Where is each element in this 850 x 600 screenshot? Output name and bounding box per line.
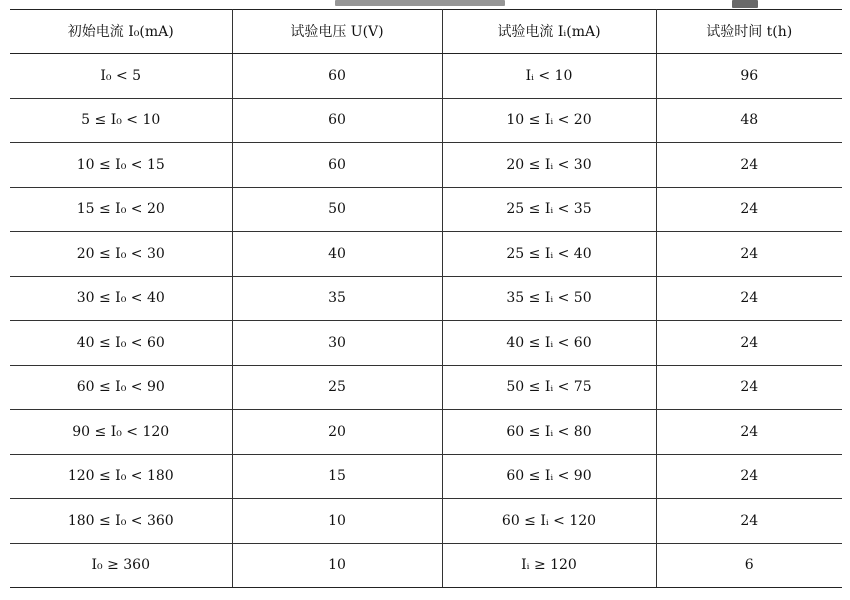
initial-current-cell: 30 ≤ I₀ < 40 xyxy=(10,276,232,321)
test-current-cell: 50 ≤ Iᵢ < 75 xyxy=(442,365,656,410)
test-time-cell: 24 xyxy=(656,454,842,499)
table-row xyxy=(10,276,842,321)
test-current-cell: 35 ≤ Iᵢ < 50 xyxy=(442,276,656,321)
test-voltage-cell: 60 xyxy=(232,98,442,143)
table-row xyxy=(10,543,842,588)
test-current-cell: 25 ≤ Iᵢ < 35 xyxy=(442,187,656,232)
test-time-cell: 24 xyxy=(656,365,842,410)
test-time-cell: 24 xyxy=(656,410,842,455)
header-test-voltage: 试验电压 U(V) xyxy=(232,10,442,54)
test-voltage-cell: 10 xyxy=(232,543,442,588)
test-current-cell: 60 ≤ Iᵢ < 90 xyxy=(442,454,656,499)
test-current-cell: Iᵢ < 10 xyxy=(442,54,656,99)
test-time-cell: 24 xyxy=(656,321,842,366)
test-voltage-cell: 50 xyxy=(232,187,442,232)
test-time-cell: 24 xyxy=(656,499,842,544)
cropped-table-label-mark xyxy=(732,0,758,8)
header-initial-current: 初始电流 I₀(mA) xyxy=(10,10,232,54)
test-current-cell: 60 ≤ Iᵢ < 80 xyxy=(442,410,656,455)
test-voltage-cell: 60 xyxy=(232,143,442,188)
test-time-cell: 96 xyxy=(656,54,842,99)
test-current-cell: Iᵢ ≥ 120 xyxy=(442,543,656,588)
test-time-cell: 6 xyxy=(656,543,842,588)
test-current-cell: 20 ≤ Iᵢ < 30 xyxy=(442,143,656,188)
initial-current-cell: 10 ≤ I₀ < 15 xyxy=(10,143,232,188)
table-row xyxy=(10,98,842,143)
header-test-current: 试验电流 Iᵢ(mA) xyxy=(442,10,656,54)
test-time-cell: 24 xyxy=(656,143,842,188)
initial-current-cell: I₀ ≥ 360 xyxy=(10,543,232,588)
initial-current-cell: I₀ < 5 xyxy=(10,54,232,99)
initial-current-cell: 90 ≤ I₀ < 120 xyxy=(10,410,232,455)
test-current-cell: 60 ≤ Iᵢ < 120 xyxy=(442,499,656,544)
test-parameters-table xyxy=(10,9,842,588)
test-voltage-cell: 40 xyxy=(232,232,442,277)
initial-current-cell: 40 ≤ I₀ < 60 xyxy=(10,321,232,366)
test-voltage-cell: 10 xyxy=(232,499,442,544)
table-header-row xyxy=(10,10,842,54)
test-voltage-cell: 20 xyxy=(232,410,442,455)
test-voltage-cell: 35 xyxy=(232,276,442,321)
table-row xyxy=(10,365,842,410)
test-current-cell: 25 ≤ Iᵢ < 40 xyxy=(442,232,656,277)
test-time-cell: 48 xyxy=(656,98,842,143)
initial-current-cell: 15 ≤ I₀ < 20 xyxy=(10,187,232,232)
cropped-caption-strip xyxy=(335,0,505,6)
initial-current-cell: 20 ≤ I₀ < 30 xyxy=(10,232,232,277)
test-time-cell: 24 xyxy=(656,187,842,232)
initial-current-cell: 5 ≤ I₀ < 10 xyxy=(10,98,232,143)
table-row xyxy=(10,499,842,544)
test-time-cell: 24 xyxy=(656,232,842,277)
table-row xyxy=(10,232,842,277)
test-current-cell: 40 ≤ Iᵢ < 60 xyxy=(442,321,656,366)
test-voltage-cell: 60 xyxy=(232,54,442,99)
initial-current-cell: 180 ≤ I₀ < 360 xyxy=(10,499,232,544)
table-row xyxy=(10,54,842,99)
test-voltage-cell: 30 xyxy=(232,321,442,366)
table-row xyxy=(10,454,842,499)
initial-current-cell: 60 ≤ I₀ < 90 xyxy=(10,365,232,410)
table-row xyxy=(10,410,842,455)
test-voltage-cell: 15 xyxy=(232,454,442,499)
test-voltage-cell: 25 xyxy=(232,365,442,410)
table-row xyxy=(10,143,842,188)
test-current-cell: 10 ≤ Iᵢ < 20 xyxy=(442,98,656,143)
header-test-time: 试验时间 t(h) xyxy=(656,10,842,54)
test-time-cell: 24 xyxy=(656,276,842,321)
table-row xyxy=(10,187,842,232)
table-row xyxy=(10,321,842,366)
initial-current-cell: 120 ≤ I₀ < 180 xyxy=(10,454,232,499)
